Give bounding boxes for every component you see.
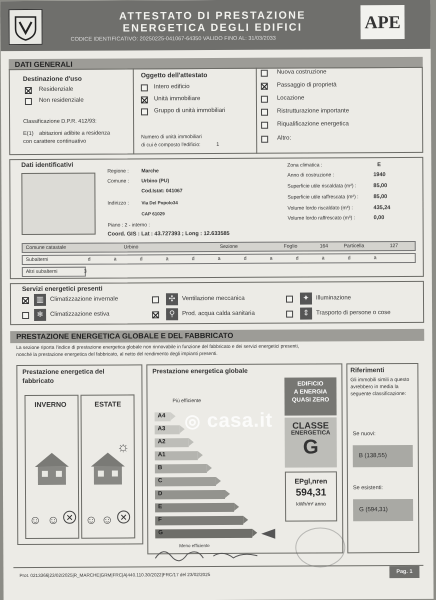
energetica-label: ENERGETICA bbox=[291, 430, 331, 437]
section-dati-generali: DATI GENERALI bbox=[9, 57, 423, 70]
lightbulb-icon: ✦ bbox=[300, 293, 312, 305]
sub-d-4: d bbox=[243, 255, 247, 262]
checkbox-gruppo-unita[interactable] bbox=[141, 108, 148, 115]
page-number: Pag. 1 bbox=[389, 566, 419, 578]
unita-immobiliare-label: Unità immobiliare bbox=[153, 96, 201, 103]
checkbox-ristrutturazione[interactable] bbox=[261, 109, 268, 116]
faucet-icon: ⚲ bbox=[166, 308, 178, 320]
estate-label: ESTATE bbox=[94, 401, 122, 409]
particella-value: 127 bbox=[389, 243, 399, 250]
epgl-label: EPgl,nren bbox=[294, 478, 328, 486]
altri-subalterni-label: Altri subalterni bbox=[25, 268, 58, 276]
anno-value: 1940 bbox=[373, 172, 386, 179]
gruppo-unita-label: Gruppo di unità immobiliari bbox=[153, 107, 226, 115]
indirizzo-value: Via Del Popolo34 bbox=[141, 200, 178, 206]
watermark-text: casa.it bbox=[206, 409, 273, 433]
comune-value: Urbino (PU) bbox=[141, 178, 170, 185]
riferimenti-title: Riferimenti bbox=[350, 367, 385, 375]
energy-class-d bbox=[155, 490, 225, 499]
se-esistenti-label: Se esistenti: bbox=[352, 485, 383, 492]
zona-label: Zona climatica : bbox=[287, 162, 323, 169]
clim-estiva-label: Climatizzazione estiva bbox=[50, 311, 110, 318]
globale-title: Prestazione energetica globale bbox=[152, 367, 248, 376]
foglio-value: 164 bbox=[319, 243, 329, 250]
prestazione-desc-2: nonché la prestazione energetica del fabbricato, al netto del rendimento degli impianti presenti. bbox=[16, 351, 218, 359]
vol-risc-label: Volume lordo riscaldato (m³) : bbox=[287, 205, 353, 212]
document-header bbox=[0, 0, 430, 51]
ventilazione-label: Ventilazione meccanica bbox=[181, 295, 245, 303]
energy-class-b bbox=[155, 464, 207, 473]
intero-edificio-label: Intero edificio bbox=[153, 84, 190, 91]
sup-risc-value: 85,00 bbox=[373, 183, 388, 190]
zona-value: E bbox=[377, 162, 381, 169]
comune-catastale-value: Urbino bbox=[123, 244, 139, 251]
title-line-1: ATTESTATO DI PRESTAZIONE bbox=[119, 9, 306, 23]
classe-value: G bbox=[302, 436, 319, 459]
region-emblem-icon bbox=[12, 13, 38, 41]
piano-value: Piano : 2 - interno : bbox=[107, 222, 150, 229]
watermark-icon: ◎ bbox=[184, 411, 201, 432]
building-photo-placeholder bbox=[21, 173, 95, 235]
ristrutturazione-label: Ristrutturazione importante bbox=[276, 108, 350, 115]
classificazione-desc: abitazioni adibite a residenza bbox=[39, 130, 111, 137]
nzeb-line-3: QUASI ZERO bbox=[291, 397, 330, 404]
checkbox-intero-edificio[interactable] bbox=[141, 84, 148, 91]
smiley-sad-selected-icon: ✕ bbox=[63, 511, 76, 524]
epgl-box bbox=[285, 471, 337, 521]
checkbox-trasporto[interactable] bbox=[286, 311, 293, 318]
sub-a-4: a bbox=[269, 255, 273, 262]
smiley-sad-selected-icon-2: ✕ bbox=[117, 510, 130, 523]
altro-label: Altro: bbox=[277, 135, 292, 142]
checkbox-locazione[interactable] bbox=[261, 96, 268, 103]
checkbox-illuminazione[interactable] bbox=[286, 296, 293, 303]
sup-risc-label: Superficie utile riscaldata (m²) : bbox=[287, 183, 357, 190]
subalterni-label: Subalterni bbox=[25, 256, 49, 264]
section-prestazione: PRESTAZIONE ENERGETICA GLOBALE E DEL FABBRICATO bbox=[10, 329, 424, 343]
current-class-arrow bbox=[261, 529, 275, 539]
regione-value: Marche bbox=[141, 168, 159, 175]
illuminazione-label: Illuminazione bbox=[315, 295, 352, 302]
classificazione-code: E(1) bbox=[23, 130, 34, 138]
checkbox-clim-estiva[interactable] bbox=[22, 312, 29, 319]
ape-logo: APE bbox=[360, 5, 404, 39]
smiley-neutral-icon: ☺ bbox=[47, 512, 60, 527]
house-summer-icon bbox=[91, 452, 125, 484]
energy-class-label: B bbox=[157, 465, 163, 472]
sup-raff-label: Superficie utile raffrescata (m²) : bbox=[287, 194, 359, 201]
numero-unita-label: Numero di unità immobiliari bbox=[141, 134, 202, 141]
passaggio-proprieta-label: Passaggio di proprietà bbox=[276, 82, 337, 89]
sub-a-1: a bbox=[113, 256, 117, 263]
classe-label: CLASSE bbox=[292, 420, 329, 431]
elevator-icon: ⇕ bbox=[300, 308, 312, 320]
sun-icon: ☼ bbox=[116, 438, 130, 455]
energy-class-f bbox=[155, 516, 243, 525]
piu-efficiente-label: Più efficiente bbox=[172, 398, 202, 405]
checkbox-non-residenziale[interactable] bbox=[25, 98, 32, 105]
energy-class-label: A1 bbox=[157, 452, 166, 459]
energy-class-a3 bbox=[155, 425, 180, 434]
watermark bbox=[185, 410, 273, 433]
nuova-costruzione-label: Nuova costruzione bbox=[276, 69, 327, 76]
smiley-neutral-icon-2: ☺ bbox=[101, 512, 114, 527]
energy-class-label: G bbox=[158, 530, 163, 537]
classe-energetica-box bbox=[285, 417, 337, 467]
energy-class-label: A3 bbox=[157, 426, 166, 433]
foglio-label: Foglio bbox=[283, 243, 298, 250]
checkbox-altro[interactable] bbox=[261, 136, 268, 143]
regione-label: Regione : bbox=[107, 168, 129, 175]
protocol-number: Prot. 0213366|23/02/2025|R_MARCHE|GRM|FRC|A|440.110.30/2022|FRC/17 del 23/02/2025 bbox=[19, 572, 211, 579]
energy-class-c bbox=[155, 477, 216, 486]
footer-divider bbox=[13, 565, 423, 568]
cap-value: CAP 61029 bbox=[141, 211, 165, 217]
energy-class-g bbox=[155, 529, 252, 539]
fan-icon: ✣ bbox=[166, 293, 178, 305]
stamp bbox=[295, 527, 345, 567]
energy-class-a4 bbox=[155, 412, 171, 421]
locazione-label: Locazione bbox=[276, 95, 305, 102]
sezione-label: Sezione bbox=[219, 243, 238, 250]
vol-raff-label: Volume lordo raffrescato (m³) : bbox=[287, 215, 356, 222]
se-nuovi-value: B (138,55) bbox=[353, 445, 413, 467]
servizi-title: Servizi energetici presenti bbox=[21, 285, 103, 294]
identification-code: CODICE IDENTIFICATIVO: 20250225-041067-64350 VALIDO FINO AL: 31/03/2033 bbox=[70, 35, 276, 43]
energy-class-label: D bbox=[158, 491, 163, 498]
energy-class-e bbox=[155, 503, 234, 512]
sub-d-2: d bbox=[139, 256, 143, 263]
riferimenti-desc: Gli immobili simili a questo avrebbero in media la seguente classificazione: bbox=[350, 376, 410, 398]
comune-label: Comune : bbox=[107, 178, 130, 185]
epgl-value: 594,31 bbox=[295, 487, 327, 499]
comune-catastale-label: Comune catastale bbox=[25, 244, 67, 252]
non-residenziale-label: Non residenziale bbox=[38, 97, 84, 104]
coordinate-gis: Coord. GIS : Lat : 43.727393 ; Long : 12.633585 bbox=[107, 230, 230, 238]
sub-d-6: d bbox=[347, 255, 351, 262]
inverno-label: INVERNO bbox=[34, 401, 67, 409]
riqualificazione-label: Riqualificazione energetica bbox=[277, 121, 349, 128]
checkbox-riqualificazione[interactable] bbox=[261, 122, 268, 129]
energy-class-a1 bbox=[155, 451, 198, 460]
dati-identificativi-title: Dati identificativi bbox=[21, 161, 74, 170]
prestazione-desc-1: La sezione riporta l'indice di prestazione energetica globale non rinnovabile in funzione del fabbricato e dei servizi energetici presenti, bbox=[16, 344, 300, 352]
clim-invernale-label: Climatizzazione invernale bbox=[49, 296, 119, 303]
fabbricato-title-1: Prestazione energetica del bbox=[22, 368, 105, 377]
nzeb-line-2: A ENERGIA bbox=[293, 389, 328, 396]
signature bbox=[153, 544, 263, 565]
checkbox-residenziale[interactable] bbox=[25, 87, 32, 94]
indirizzo-label: Indirizzo : bbox=[107, 200, 129, 207]
region-logo bbox=[8, 9, 42, 45]
snowflake-icon: ❄ bbox=[34, 309, 46, 321]
sub-a-6: a bbox=[373, 255, 377, 262]
fabbricato-title-2: fabbricato bbox=[22, 377, 54, 386]
altri-subalterni-value: 3 bbox=[83, 268, 87, 275]
oggetto-label: Oggetto dell'attestato bbox=[140, 72, 208, 80]
checkbox-acqua-calda[interactable] bbox=[152, 311, 159, 318]
energy-class-label: A2 bbox=[157, 439, 166, 446]
se-nuovi-label: Se nuovi: bbox=[352, 431, 376, 438]
numero-unita-value: 1 bbox=[216, 141, 220, 149]
checkbox-unita-immobiliare[interactable] bbox=[141, 96, 148, 103]
vol-risc-value: 435,24 bbox=[373, 205, 391, 212]
classificazione-desc-2: con carattere continuativo bbox=[23, 138, 87, 146]
destinazione-label: Destinazione d'uso bbox=[22, 75, 82, 84]
energy-class-label: A4 bbox=[157, 413, 166, 420]
energy-class-label: E bbox=[158, 504, 163, 511]
sub-d-1: d bbox=[87, 256, 91, 263]
sub-a-5: a bbox=[321, 255, 325, 262]
energy-class-label: C bbox=[157, 478, 163, 485]
acqua-calda-label: Prod. acqua calda sanitaria bbox=[182, 310, 255, 318]
checkbox-clim-invernale[interactable] bbox=[22, 297, 29, 304]
smiley-happy-icon-2: ☺ bbox=[85, 512, 98, 527]
sub-d-3: d bbox=[191, 256, 195, 263]
anno-label: Anno di costruzione : bbox=[287, 172, 335, 179]
nzeb-line-1: EDIFICIO bbox=[297, 381, 324, 388]
smiley-happy-icon: ☺ bbox=[29, 512, 42, 527]
vol-raff-value: 0,00 bbox=[373, 215, 385, 222]
radiator-icon: ▥ bbox=[34, 294, 46, 306]
document-title bbox=[82, 9, 342, 34]
energy-class-label: F bbox=[158, 517, 162, 524]
house-winter-icon bbox=[35, 453, 69, 485]
particella-label: Particella bbox=[343, 243, 365, 250]
meno-efficiente-label: Meno efficiente bbox=[179, 543, 210, 549]
residenziale-label: Residenziale bbox=[38, 86, 74, 93]
se-esistenti-value: G (594,31) bbox=[353, 499, 413, 521]
checkbox-passaggio-proprieta[interactable] bbox=[261, 83, 268, 90]
nzeb-badge bbox=[284, 377, 336, 415]
sub-d-5: d bbox=[295, 255, 299, 262]
sub-a-3: a bbox=[217, 255, 221, 262]
checkbox-nuova-costruzione[interactable] bbox=[261, 70, 268, 77]
sub-a-2: a bbox=[165, 256, 169, 263]
numero-unita-label-2: di cui è composto l'edificio: bbox=[141, 142, 201, 149]
title-line-2: ENERGETICA DEGLI EDIFICI bbox=[122, 21, 303, 35]
epgl-unit: kWh/m² anno bbox=[296, 501, 326, 508]
energy-class-a2 bbox=[155, 438, 189, 447]
classificazione-label: Classificazione D.P.R. 412/93: bbox=[23, 118, 97, 126]
trasporto-label: Trasporto di persone o cose bbox=[316, 310, 391, 317]
sup-raff-value: 85,00 bbox=[373, 194, 388, 201]
checkbox-ventilazione[interactable] bbox=[152, 296, 159, 303]
cod-istat: Cod.Istat: 041067 bbox=[141, 188, 183, 195]
